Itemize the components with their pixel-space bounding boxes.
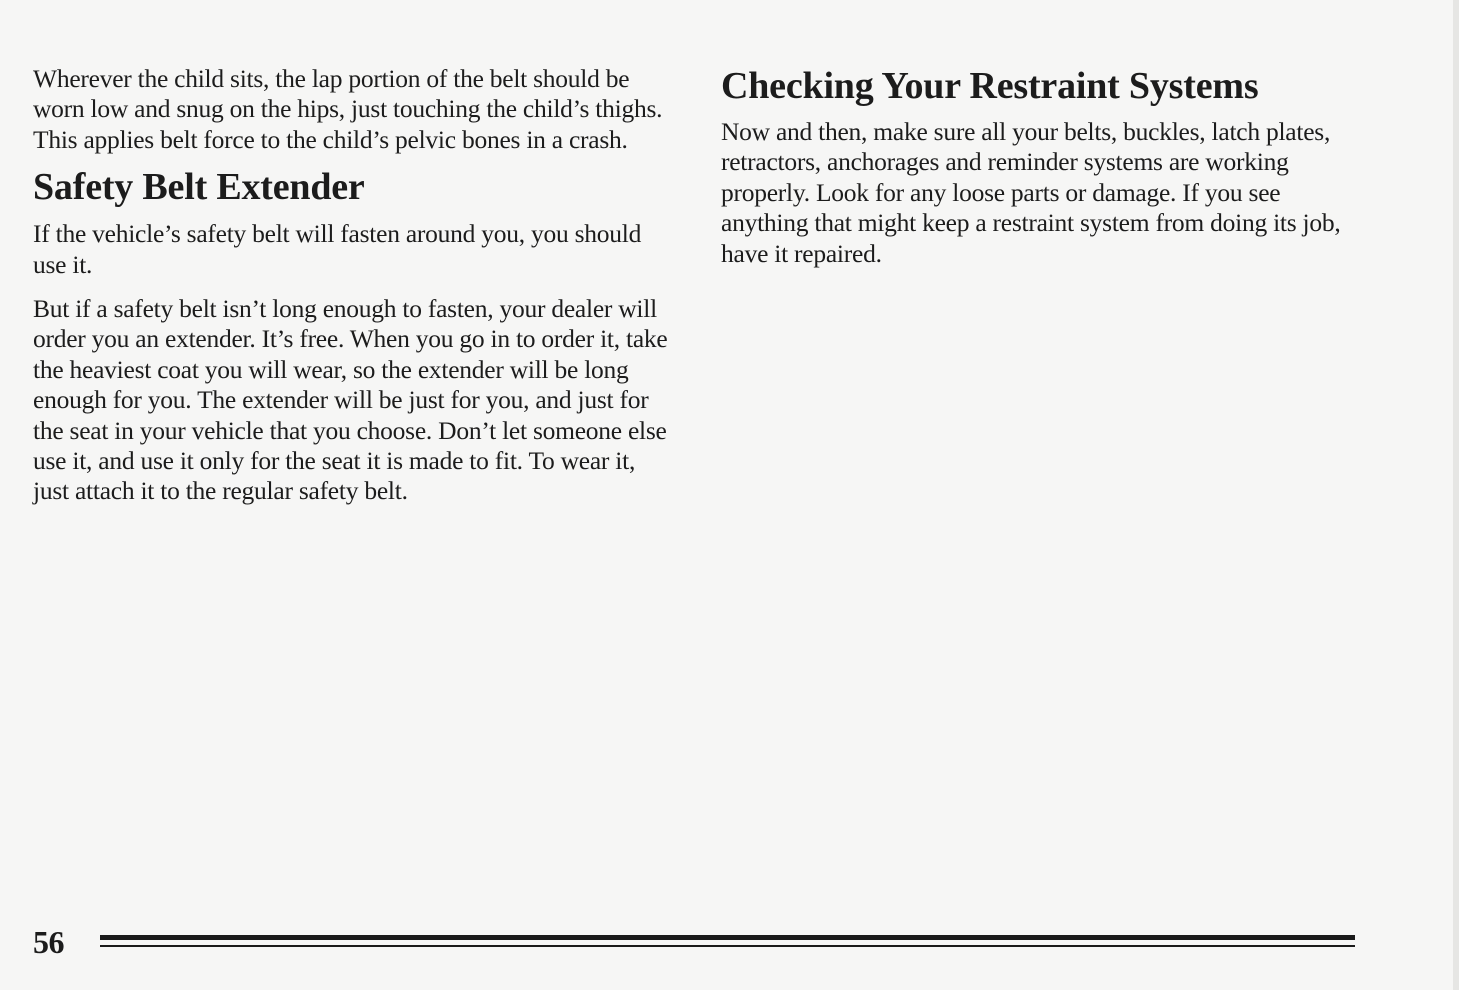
checking-restraint-systems-heading: Checking Your Restraint Systems xyxy=(721,65,1259,107)
footer-rule-thick xyxy=(100,935,1355,940)
right-column xyxy=(721,64,1351,269)
page-number: 56 xyxy=(33,924,64,960)
extender-paragraph-2: But if a safety belt isn’t long enough to fasten, your dealer will order you an extender. It’s free. When you go in to order it, take the heaviest coat you will wear, so the extender will be long enough for you. The extender will be just for you, and just for the seat in your vehicle that you choose. Don’t let someone else use it, and use it only for the seat it is made to fit. To wear it, just attach it to the regular safety belt. xyxy=(33,294,668,506)
safety-belt-extender-heading: Safety Belt Extender xyxy=(33,166,365,209)
footer-rule-thin xyxy=(100,945,1355,947)
extender-paragraph-1: If the vehicle’s safety belt will fasten around you, you should use it. xyxy=(33,219,642,279)
intro-paragraph: Wherever the child sits, the lap portion of the belt should be worn low and snug on the hips, just touching the child’s thighs. This applies belt force to the child’s pelvic bones in a crash. xyxy=(33,64,663,154)
left-column xyxy=(33,64,673,507)
page-footer xyxy=(33,920,1355,960)
restraint-paragraph: Now and then, make sure all your belts, buckles, latch plates, retractors, anchorages and reminder systems are working properly. Look for any loose parts or damage. If you see anything that might keep a restraint system from doing its job, have it repaired. xyxy=(721,117,1341,268)
page-edge-shadow xyxy=(1453,0,1459,990)
